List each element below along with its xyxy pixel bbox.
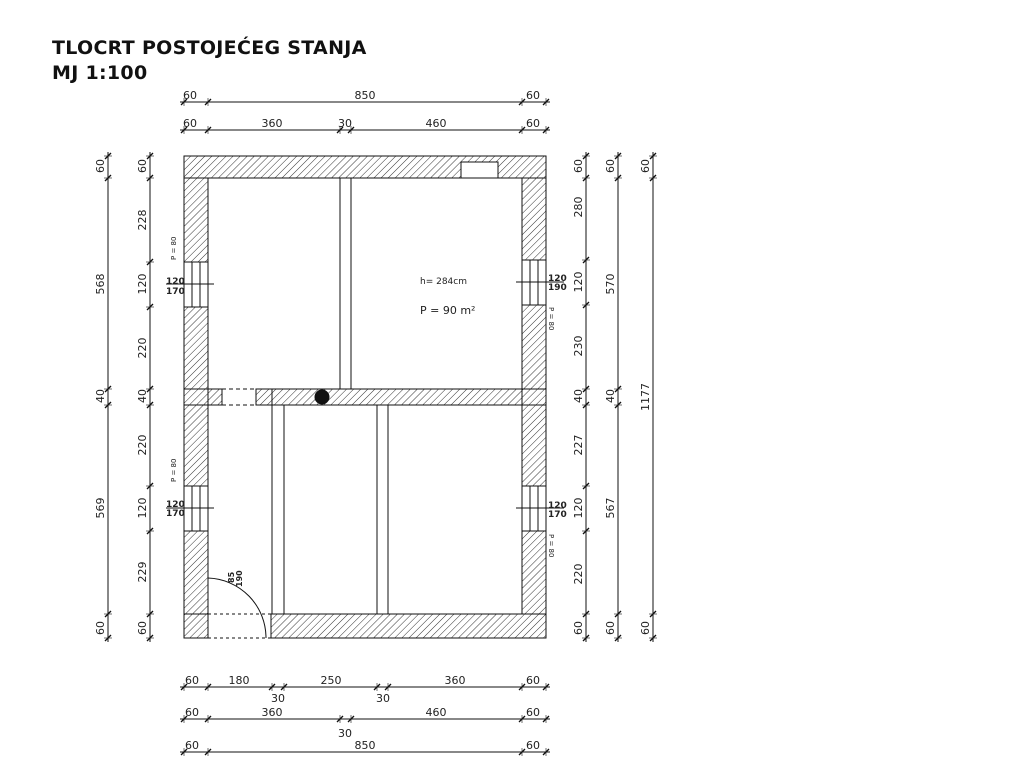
win-left-bottom-width: 120: [166, 500, 185, 510]
dimension-label: 60: [639, 159, 652, 173]
ventilation-icon: [461, 162, 498, 178]
dimension-label: 30: [338, 117, 352, 130]
dimension-label: 60: [526, 674, 540, 687]
dimension-label: 568: [94, 273, 107, 295]
dimension-label: 220: [572, 563, 585, 585]
dimension-label: 40: [136, 389, 149, 403]
dimension-label: 360: [261, 706, 283, 719]
dimension-label: 40: [572, 389, 585, 403]
dimension-label: 120: [572, 271, 585, 293]
title-line-2: MJ 1:100: [52, 62, 148, 84]
dimension-label: 60: [183, 89, 197, 102]
dimension-label: 360: [444, 674, 466, 687]
win-left-top-height: 170: [166, 287, 185, 297]
middle-wall-mid: [256, 389, 272, 405]
dimension-label: 60: [94, 621, 107, 635]
win-left-bottom-height: 170: [166, 509, 185, 519]
dimension-label: 60: [136, 621, 149, 635]
dimension-label: 60: [136, 159, 149, 173]
dimension-label: 60: [94, 159, 107, 173]
dimension-chain-right-mid: [604, 152, 622, 642]
windows: [166, 162, 564, 531]
dimension-chains: [94, 89, 657, 756]
win-right-top-height: 190: [548, 283, 567, 293]
partition-upper: [340, 178, 351, 389]
dimension-label: 569: [94, 497, 107, 519]
middle-wall-right-edge: [522, 389, 546, 405]
dimension-chain-right-inner: [572, 152, 590, 642]
dimension-label: 570: [604, 273, 617, 295]
win-right-bottom-height: 170: [548, 510, 567, 520]
dimension-chain-bottom2: [180, 706, 550, 740]
dimension-chain-left-outer: [94, 152, 112, 642]
dimension-label: 567: [604, 497, 617, 519]
dimension-label: 850: [354, 739, 376, 752]
sill-left-bottom: P = 80: [170, 458, 178, 482]
dimension-label: 229: [136, 561, 149, 583]
dimension-label: 280: [572, 196, 585, 218]
middle-wall-left: [208, 389, 222, 405]
partition-lower-right: [377, 405, 388, 614]
dimension-chain-left-inner: [136, 152, 154, 642]
dimension-label: 60: [526, 117, 540, 130]
win-right-bottom-width: 120: [548, 501, 567, 511]
dimension-label: 180: [228, 674, 250, 687]
dimension-label: 40: [94, 389, 107, 403]
dimension-label: 1177: [639, 383, 652, 411]
dimension-label: 230: [572, 335, 585, 357]
dimension-label: 60: [604, 159, 617, 173]
door-width: 85: [227, 571, 236, 583]
middle-wall: [184, 389, 546, 405]
room-height-label: h= 284cm: [420, 277, 467, 287]
dimension-label: 60: [604, 621, 617, 635]
dimension-label: 227: [572, 434, 585, 456]
dimension-label: 60: [526, 739, 540, 752]
dimension-label: 850: [354, 89, 376, 102]
win-left-top-width: 120: [166, 277, 185, 287]
sill-left-top: P = 80: [170, 236, 178, 260]
dimension-label: 60: [572, 621, 585, 635]
middle-wall-left-edge: [184, 389, 208, 405]
dimension-label: 30: [271, 692, 285, 705]
chimney-icon: [315, 390, 329, 404]
dimension-chain-bottom1: [180, 674, 550, 705]
dimension-label: 220: [136, 434, 149, 456]
dimension-label: 30: [376, 692, 390, 705]
dimension-label: 220: [136, 337, 149, 359]
dimension-chain-top1: [180, 89, 550, 106]
dimension-chain-right-total: [639, 152, 657, 642]
dimension-label: 60: [526, 706, 540, 719]
dimension-label: 30: [338, 727, 352, 740]
dimension-label: 120: [136, 273, 149, 295]
wall-bottom-right: [271, 614, 546, 638]
dimension-label: 60: [183, 117, 197, 130]
dimension-chain-bottom3: [180, 739, 550, 756]
middle-wall-right: [272, 389, 522, 405]
dimension-label: 120: [136, 497, 149, 519]
dimension-label: 120: [572, 497, 585, 519]
dimension-label: 60: [185, 739, 199, 752]
wall-bottom-left: [184, 614, 208, 638]
sill-right-bottom: P = 80: [547, 534, 555, 558]
dimension-label: 360: [261, 117, 283, 130]
dimension-label: 60: [526, 89, 540, 102]
dimension-label: 60: [572, 159, 585, 173]
partition-lower-left: [272, 405, 284, 614]
door-height: 190: [235, 570, 244, 587]
title-line-1: TLOCRT POSTOJEĆEG STANJA: [52, 37, 367, 59]
dimension-label: 60: [185, 674, 199, 687]
dimension-chain-top2: [180, 117, 550, 134]
win-right-top-width: 120: [548, 274, 567, 284]
dimension-label: 460: [425, 117, 447, 130]
dimension-label: 60: [185, 706, 199, 719]
dimension-label: 40: [604, 389, 617, 403]
dimension-label: 460: [425, 706, 447, 719]
area-label: P = 90 m²: [420, 304, 476, 317]
dimension-label: 60: [639, 621, 652, 635]
dimension-label: 250: [320, 674, 342, 687]
dimension-label: 228: [136, 209, 149, 231]
sill-right-top: P = 80: [547, 307, 555, 331]
